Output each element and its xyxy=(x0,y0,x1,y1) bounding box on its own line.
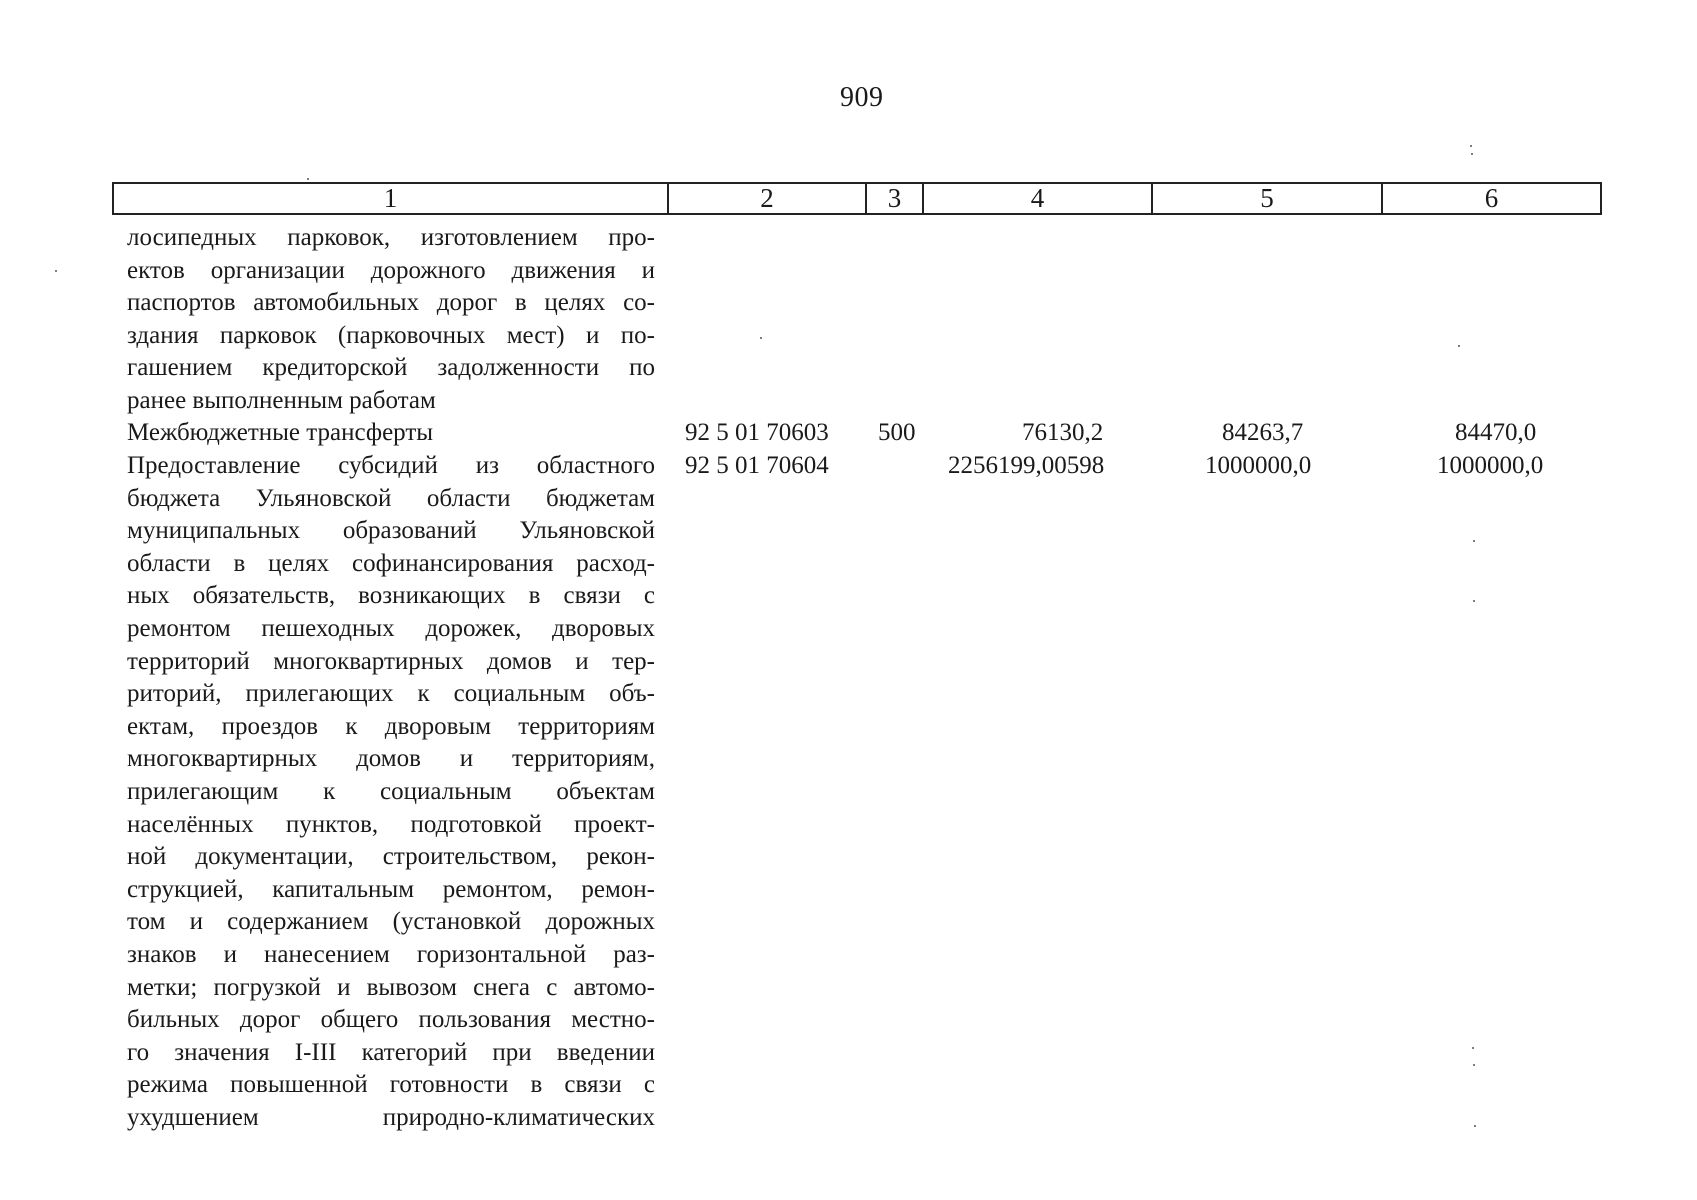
scan-speck xyxy=(307,178,309,180)
row-2-name-line: режима повышенной готовности в связи с xyxy=(127,1071,655,1099)
row-2-name-line: ухудшением природно-климатических xyxy=(127,1103,655,1131)
header-col-5: 5 xyxy=(1153,184,1383,213)
continuation-line: гашением кредиторской задолженности по xyxy=(127,354,655,382)
continuation-text xyxy=(127,222,655,418)
row-2-col6: 1000000,0 xyxy=(1437,452,1544,479)
row-2-name-line: муниципальных образований Ульяновской xyxy=(127,517,655,545)
row-2-code: 92 5 01 70604 xyxy=(685,452,829,479)
row-2-name-line: ремонтом пешеходных дорожек, дворовых xyxy=(127,614,655,642)
scan-speck xyxy=(1472,1047,1474,1049)
continuation-line: здания парковок (парковочных мест) и по- xyxy=(127,321,655,349)
row-2-name-line: бюджета Ульяновской области бюджетам xyxy=(127,484,655,512)
scan-speck xyxy=(1458,345,1460,347)
header-col-1: 1 xyxy=(114,184,669,213)
row-1-type: 500 xyxy=(878,419,916,446)
row-2-name-line: населённых пунктов, подготовкой проект- xyxy=(127,810,655,838)
row-2-name-line: многоквартирных домов и территориям, xyxy=(127,745,655,773)
row-2-name-line: территорий многоквартирных домов и тер- xyxy=(127,647,655,675)
row-2-name-line: области в целях софинансирования расход- xyxy=(127,549,655,577)
row-2-name-line: прилегающим к социальным объектам xyxy=(127,777,655,805)
page-number: 909 xyxy=(840,82,884,113)
continuation-line: паспортов автомобильных дорог в целях со- xyxy=(127,289,655,317)
row-2-name-line: ной документации, строительством, рекон- xyxy=(127,843,655,871)
scan-speck xyxy=(1470,145,1472,147)
row-1-name: Межбюджетные трансферты xyxy=(127,419,434,446)
scan-speck xyxy=(1473,1064,1475,1066)
row-2-name-line: риторий, прилегающих к социальным объ- xyxy=(127,680,655,708)
row-1-col5: 84263,7 xyxy=(1222,419,1304,446)
table-header xyxy=(112,182,1602,215)
header-col-3: 3 xyxy=(867,184,924,213)
row-2-name-line: струкцией, капитальным ремонтом, ремон- xyxy=(127,875,655,903)
header-col-6: 6 xyxy=(1484,183,1499,213)
row-2-name-line: метки; погрузкой и вывозом снега с автомо- xyxy=(127,973,655,1001)
row-1-code: 92 5 01 70603 xyxy=(685,419,829,446)
continuation-line: ектов организации дорожного движения и xyxy=(127,256,655,284)
scan-speck xyxy=(55,270,57,272)
scan-speck xyxy=(1473,540,1475,542)
row-2-name-line: бильных дорог общего пользования местно- xyxy=(127,1006,655,1034)
row-1-col6: 84470,0 xyxy=(1455,419,1537,446)
row-2-col5: 1000000,0 xyxy=(1205,452,1312,479)
scan-speck xyxy=(1471,153,1473,155)
row-2-name xyxy=(127,450,655,1134)
row-2-name-line: том и содержанием (установкой дорожных xyxy=(127,908,655,936)
header-col-4: 4 xyxy=(924,184,1153,213)
continuation-line: ранее выполненным работам xyxy=(127,386,436,414)
row-2-col4: 2256199,00598 xyxy=(948,452,1105,479)
continuation-line: лосипедных парковок, изготовлением про- xyxy=(127,224,655,251)
row-1-col4: 76130,2 xyxy=(1022,419,1104,446)
scan-speck xyxy=(1474,1125,1476,1127)
row-2-name-line: ных обязательств, возникающих в связи с xyxy=(127,582,655,610)
header-col-2: 2 xyxy=(669,184,867,213)
row-2-name-line: го значения I-III категорий при введении xyxy=(127,1038,655,1066)
scan-speck xyxy=(760,337,762,339)
scan-speck xyxy=(1473,600,1475,602)
row-2-name-line: знаков и нанесением горизонтальной раз- xyxy=(127,940,655,968)
row-2-name-line: ектам, проездов к дворовым территориям xyxy=(127,712,655,740)
row-2-name-line: Предоставление субсидий из областного xyxy=(127,452,655,479)
